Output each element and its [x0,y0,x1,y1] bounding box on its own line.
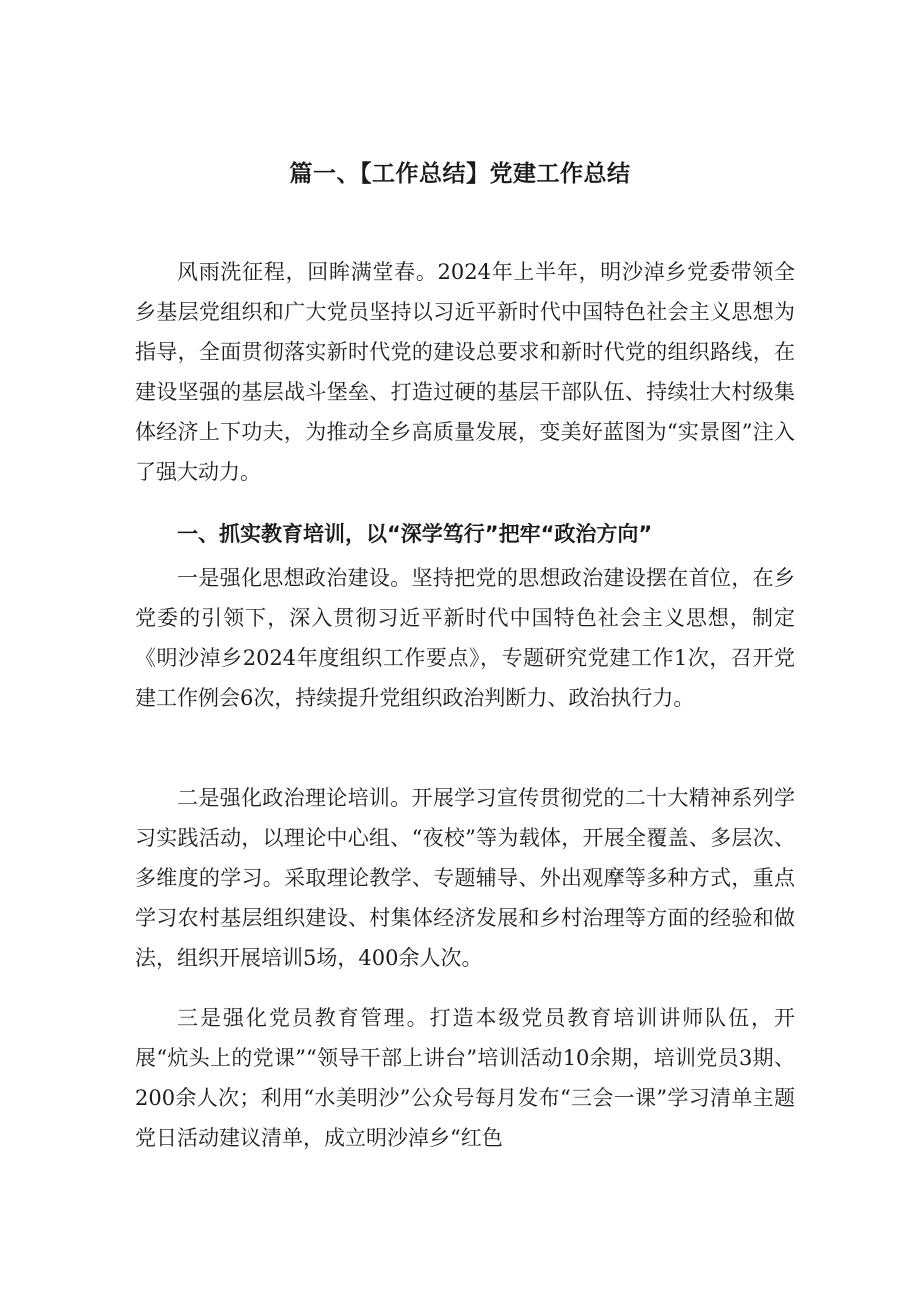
paragraph-political-building: 一是强化思想政治建设。坚持把党的思想政治建设摆在首位，在乡党委的引领下，深入贯彻习近平新时代中国特色社会主义思想，制定《明沙淖乡2024年度组织工作要点》，专题研究党建工作1次，召开党建工作例会6次，持续提升党组织政治判断力、政治执行力。 [135,566,795,710]
document-title: 篇一、【工作总结】党建工作总结 [289,161,631,187]
intro-paragraph: 风雨洗征程，回眸满堂春。2024年上半年，明沙淖乡党委带领全乡基层党组织和广大党员坚持以习近平新时代中国特色社会主义思想为指导，全面贯彻落实新时代党的建设总要求和新时代党的组织路线，在建设坚强的基层战斗堡垒、打造过硬的基层干部队伍、持续壮大村级集体经济上下功夫，为推动全乡高质量发展，变美好蓝图为“实景图”注入了强大动力。 [135,260,795,484]
paragraph-theory-training: 二是强化政治理论培训。开展学习宣传贯彻党的二十大精神系列学习实践活动，以理论中心组、“夜校”等为载体，开展全覆盖、多层次、多维度的学习。采取理论教学、专题辅导、外出观摩等多种方式，重点学习农村基层组织建设、村集体经济发展和乡村治理等方面的经验和做法，组织开展培训5场，400余人次。 [135,786,795,970]
section-heading: 一、抓实教育培训，以“深学笃行”把牢“政治方向” [177,522,653,546]
paragraph-member-management: 三是强化党员教育管理。打造本级党员教育培训讲师队伍，开展“炕头上的党课”“领导干部上讲台”培训活动10余期，培训党员3期、200余人次；利用“水美明沙”公众号每月发布“三会一课”学习清单主题党日活动建议清单，成立明沙淖乡“红色 [135,1006,795,1150]
